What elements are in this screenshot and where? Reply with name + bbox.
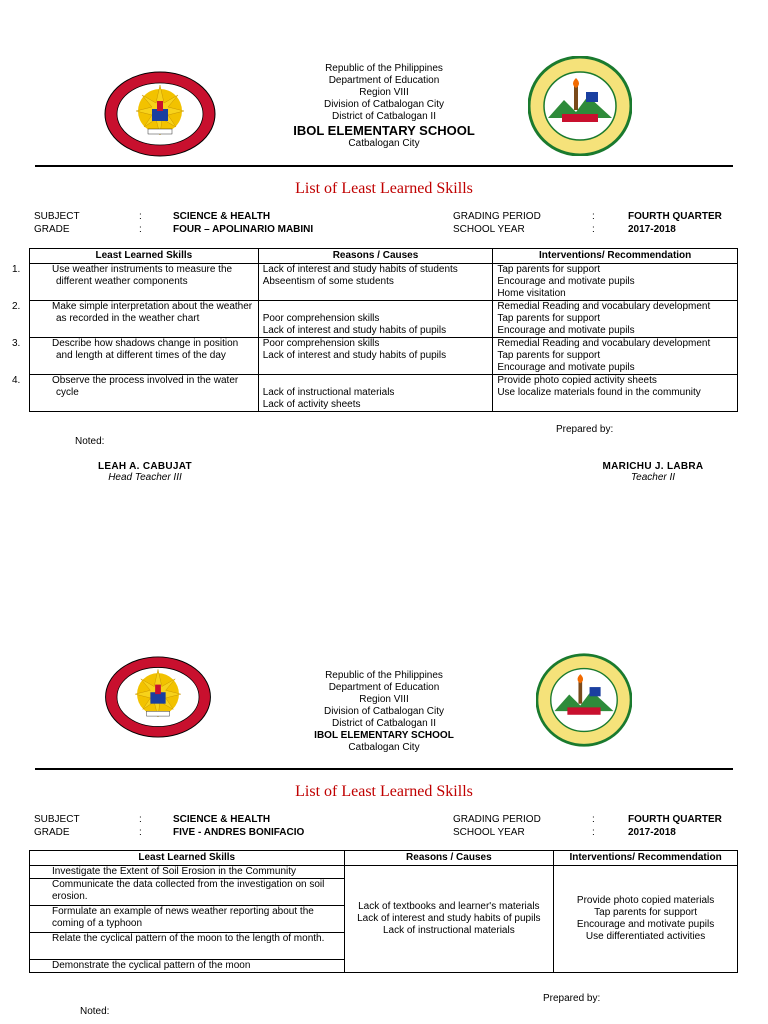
skill-cell xyxy=(12,375,259,412)
skill-cell: Demonstrate the cyclical pattern of the moon xyxy=(30,960,345,973)
reasons-cell xyxy=(258,338,493,375)
header-line-region: Region VIII xyxy=(359,87,409,98)
reasons-cell xyxy=(344,866,554,973)
grading-period-colon: : xyxy=(592,211,595,222)
skill-text: Make simple interpretation about the weather as recorded in the weather chart xyxy=(52,301,253,324)
least-learned-skills-table xyxy=(12,248,738,412)
skill-cell: Investigate the Extent of Soil Erosion in the Community xyxy=(30,866,345,879)
noted-label: Noted: xyxy=(75,436,105,447)
column-header: Interventions/ Recommendation xyxy=(493,249,738,264)
grading-period-label: GRADING PERIOD xyxy=(453,211,541,222)
reasons-cell xyxy=(258,301,493,338)
skill-cell: Formulate an example of news weather reporting about the coming of a typhoon xyxy=(30,906,345,933)
column-header: Least Learned Skills xyxy=(30,249,259,264)
prepared-by-label: Prepared by: xyxy=(556,424,614,435)
interventions-cell xyxy=(493,338,738,375)
grading-period-value: FOURTH QUARTER xyxy=(628,211,722,222)
school-year-colon: : xyxy=(592,827,595,838)
school-name: IBOL ELEMENTARY SCHOOL xyxy=(314,730,454,741)
interventions-cell xyxy=(554,866,738,973)
school-year-value: 2017-2018 xyxy=(628,827,676,838)
intervention-item: Provide photo copied activity sheets xyxy=(497,375,657,386)
reason-item: Lack of instructional materials xyxy=(262,387,395,398)
reason-item: Lack of instructional materials xyxy=(382,925,515,936)
least-learned-skills-table xyxy=(29,850,738,973)
intervention-item: Use localize materials found in the community xyxy=(497,387,701,398)
table-header-row xyxy=(30,249,738,264)
reason-item: Lack of textbooks and learner's materials xyxy=(358,901,540,912)
header-divider xyxy=(35,165,733,167)
intervention-item: Tap parents for support xyxy=(497,264,601,275)
noted-name: LEAH A. CABUJAT xyxy=(98,461,192,472)
skill-cell xyxy=(12,338,259,375)
row-number: 3. xyxy=(12,338,21,349)
school-year-colon: : xyxy=(592,224,595,235)
noted-label: Noted: xyxy=(80,1006,110,1017)
intervention-item: Encourage and motivate pupils xyxy=(497,276,635,287)
skill-cell xyxy=(12,301,259,338)
grading-period-value: FOURTH QUARTER xyxy=(628,814,722,825)
skill-cell: Relate the cyclical pattern of the moon to the length of month. xyxy=(30,933,345,960)
school-name: IBOL ELEMENTARY SCHOOL xyxy=(293,123,475,138)
prepared-by-label: Prepared by: xyxy=(543,993,601,1004)
row-number: 4. xyxy=(12,375,21,386)
intervention-item: Encourage and motivate pupils xyxy=(576,919,715,930)
reason-item: Lack of interest and study habits of pupils xyxy=(262,325,447,336)
header-line-department: Department of Education xyxy=(328,75,440,86)
row-number: 2. xyxy=(12,301,21,312)
column-header: Interventions/ Recommendation xyxy=(554,851,738,866)
subject-colon: : xyxy=(139,814,142,825)
intervention-item: Home visitation xyxy=(497,288,566,299)
intervention-item: Tap parents for support xyxy=(594,907,697,918)
intervention-item: Use differentiated activities xyxy=(585,931,706,942)
prepared-position: Teacher II xyxy=(630,472,676,483)
reason-item: Lack of interest and study habits of students xyxy=(262,264,458,275)
table-row xyxy=(30,301,738,338)
reasons-cell xyxy=(258,375,493,412)
header-line-republic: Republic of the Philippines xyxy=(325,63,443,74)
grade-label: GRADE xyxy=(34,827,70,838)
column-header: Least Learned Skills xyxy=(30,851,345,866)
header-line-department: Department of Education xyxy=(328,682,440,693)
column-header: Reasons / Causes xyxy=(344,851,554,866)
grading-period-label: GRADING PERIOD xyxy=(453,814,541,825)
header-line-city: Catbalogan City xyxy=(348,742,420,753)
grade-colon: : xyxy=(139,827,142,838)
reason-item: Lack of interest and study habits of pupils xyxy=(357,913,541,924)
grading-period-colon: : xyxy=(592,814,595,825)
school-year-label: SCHOOL YEAR xyxy=(453,224,525,235)
grade-value: FOUR – APOLINARIO MABINI xyxy=(173,224,314,235)
row-number: 1. xyxy=(12,264,21,275)
table-row xyxy=(30,338,738,375)
header-divider xyxy=(35,768,733,770)
skill-text: Observe the process involved in the water cycle xyxy=(52,375,239,398)
skill-text: Use weather instruments to measure the different weather components xyxy=(52,264,233,287)
subject-label: SUBJECT xyxy=(34,814,80,825)
noted-signatory xyxy=(70,461,220,483)
table-row xyxy=(30,264,738,301)
interventions-cell xyxy=(493,301,738,338)
grade-value: FIVE - ANDRES BONIFACIO xyxy=(173,827,305,838)
header-line-city: Catbalogan City xyxy=(348,138,420,149)
document-title: List of Least Learned Skills xyxy=(295,180,473,197)
header-line-region: Region VIII xyxy=(359,694,409,705)
reason-item: Poor comprehension skills xyxy=(262,313,380,324)
grade-colon: : xyxy=(139,224,142,235)
subject-value: SCIENCE & HEALTH xyxy=(173,814,271,825)
header-line-district: District of Catbalogan II xyxy=(332,718,436,729)
intervention-item: Remedial Reading and vocabulary development xyxy=(497,338,711,349)
intervention-item: Remedial Reading and vocabulary development xyxy=(497,301,711,312)
table-row xyxy=(30,866,738,879)
header-line-republic: Republic of the Philippines xyxy=(325,670,443,681)
table-header-row xyxy=(30,851,738,866)
school-year-value: 2017-2018 xyxy=(628,224,676,235)
reasons-cell xyxy=(258,264,493,301)
subject-label: SUBJECT xyxy=(34,211,80,222)
school-year-label: SCHOOL YEAR xyxy=(453,827,525,838)
header-line-district: District of Catbalogan II xyxy=(332,111,436,122)
table-row xyxy=(30,375,738,412)
intervention-item: Provide photo copied materials xyxy=(576,895,715,906)
skill-text: Describe how shadows change in position and length at different times of the day xyxy=(52,338,239,361)
prepared-signatory xyxy=(578,461,728,483)
reason-item: Poor comprehension skills xyxy=(262,338,380,349)
intervention-item: Tap parents for support xyxy=(497,350,601,361)
reason-item: Abseentism of some students xyxy=(262,276,394,287)
letterhead xyxy=(0,63,768,150)
subject-value: SCIENCE & HEALTH xyxy=(173,211,271,222)
header-line-division: Division of Catbalogan City xyxy=(323,706,445,717)
intervention-item: Encourage and motivate pupils xyxy=(497,325,635,336)
intervention-item: Encourage and motivate pupils xyxy=(497,362,635,373)
skill-cell xyxy=(12,264,259,301)
subject-colon: : xyxy=(139,211,142,222)
intervention-item: Tap parents for support xyxy=(497,313,601,324)
interventions-cell xyxy=(493,375,738,412)
reason-item: Lack of interest and study habits of pupils xyxy=(262,350,447,361)
grade-label: GRADE xyxy=(34,224,70,235)
interventions-cell xyxy=(493,264,738,301)
reason-item: Lack of activity sheets xyxy=(262,399,361,410)
letterhead xyxy=(0,670,768,754)
noted-position: Head Teacher III xyxy=(108,472,182,483)
prepared-name: MARICHU J. LABRA xyxy=(602,461,704,472)
skill-cell: Communicate the data collected from the investigation on soil erosion. xyxy=(30,879,345,906)
document-title: List of Least Learned Skills xyxy=(295,783,473,800)
column-header: Reasons / Causes xyxy=(258,249,493,264)
header-line-division: Division of Catbalogan City xyxy=(323,99,445,110)
